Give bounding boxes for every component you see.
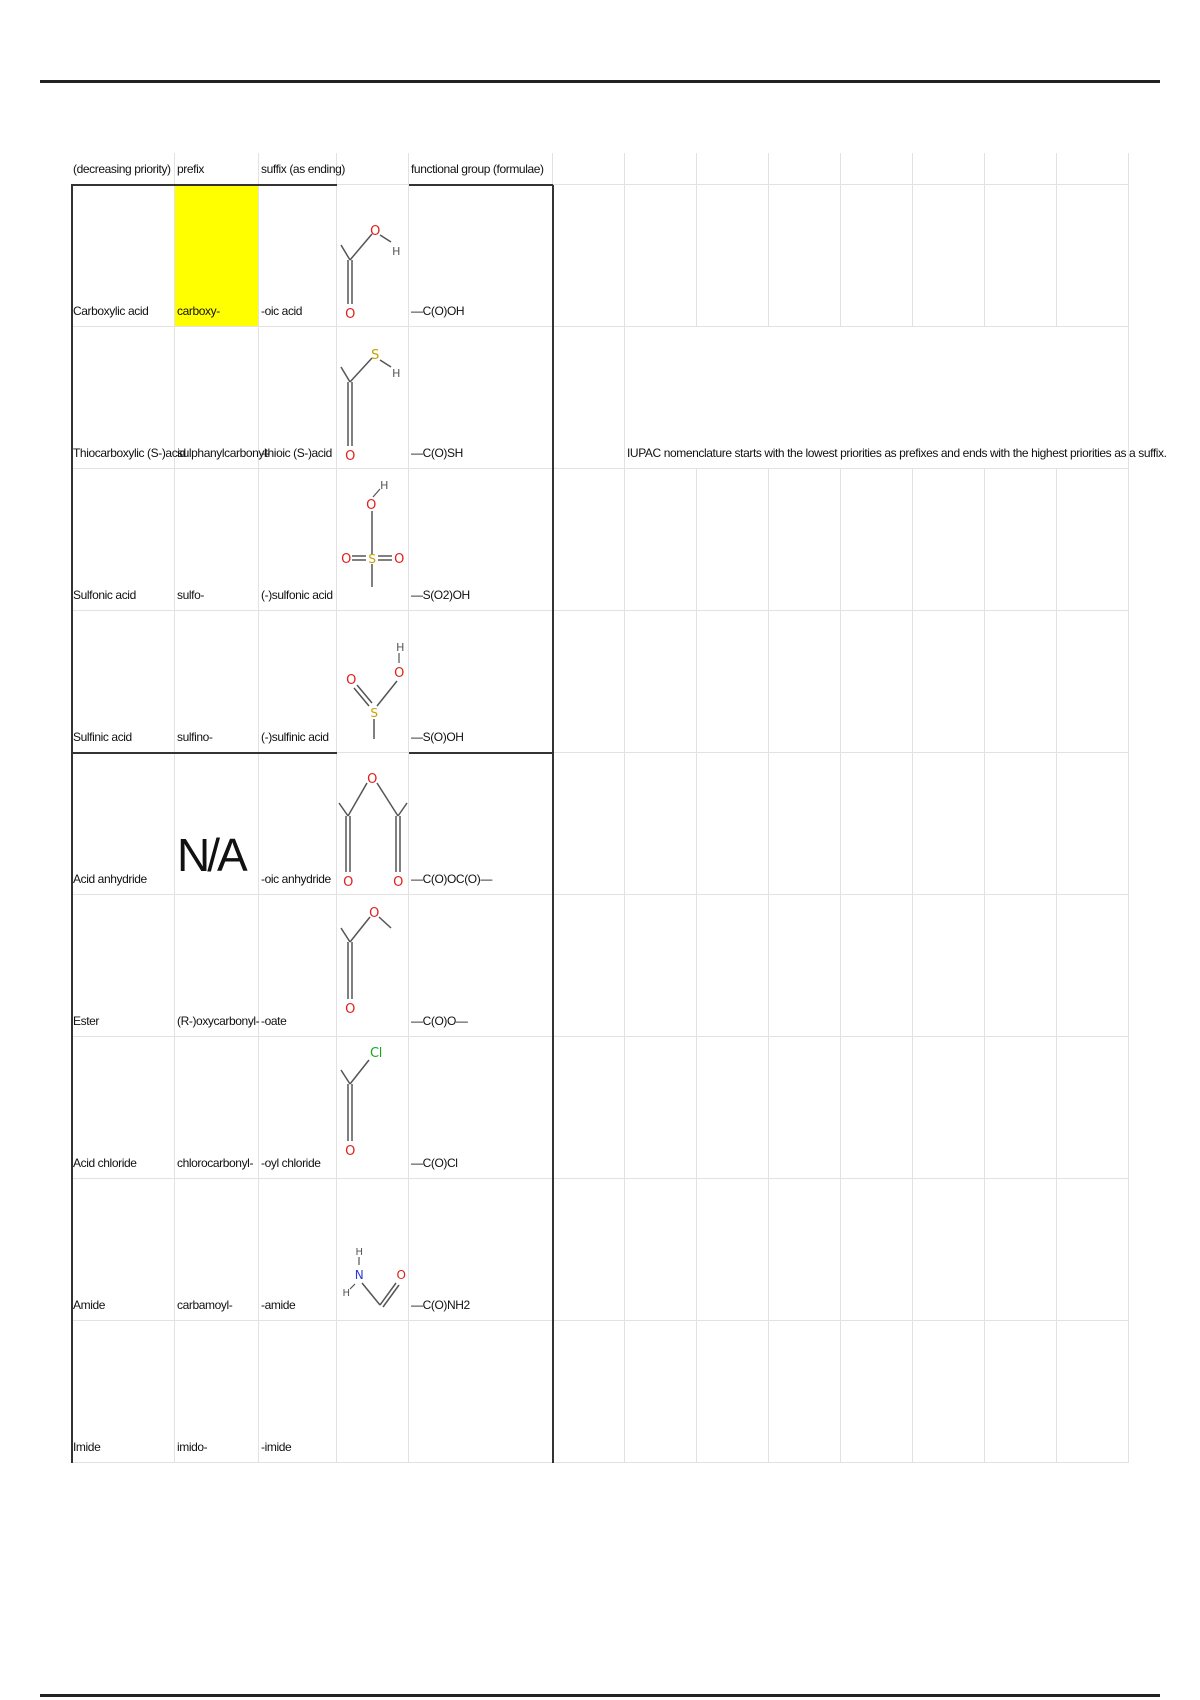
oxygen-atom: O <box>370 224 380 239</box>
empty-cell <box>769 185 841 327</box>
row-name: Acid chloride <box>73 1156 137 1170</box>
empty-cell <box>985 895 1057 1037</box>
empty-cell <box>553 895 625 1037</box>
ester-structure <box>337 895 409 1037</box>
acid-group-bottom-border-left <box>71 752 337 754</box>
sulfonic-acid-structure <box>337 469 409 611</box>
header-empty-cell <box>913 153 985 185</box>
hydrogen-atom: H <box>392 367 400 380</box>
row-suffix: (-)sulfonic acid <box>261 588 333 602</box>
amide-structure <box>337 1179 409 1321</box>
row-suffix: -imide <box>261 1440 292 1454</box>
hydrogen-atom: H <box>380 479 388 492</box>
header-formula-label: functional group (formulae) <box>411 162 544 176</box>
empty-cell <box>841 469 913 611</box>
header-bottom-border-left <box>71 184 337 186</box>
empty-cell <box>841 185 913 327</box>
top-rule <box>40 80 1160 83</box>
row-prefix: (R-)oxycarbonyl- <box>177 1014 260 1028</box>
empty-cell <box>1057 1037 1129 1179</box>
row-name: Amide <box>73 1298 106 1312</box>
acid-group-bottom-border-right <box>409 752 553 754</box>
row-suffix: -oate <box>261 1014 287 1028</box>
empty-cell <box>625 895 697 1037</box>
empty-cell <box>1057 753 1129 895</box>
empty-cell <box>985 611 1057 753</box>
row-formula-cell <box>409 469 553 611</box>
row-formula: —C(O)O— <box>411 1014 468 1028</box>
row-prefix-cell <box>175 753 259 895</box>
row-formula-cell <box>409 327 553 469</box>
chlorine-atom: Cl <box>370 1046 382 1061</box>
row-name-cell <box>71 1321 175 1463</box>
row-prefix: sulfino- <box>177 730 213 744</box>
row-suffix: -oic acid <box>261 304 303 318</box>
sulfur-atom: S <box>371 348 379 363</box>
empty-cell <box>553 327 625 469</box>
empty-cell <box>1057 1179 1129 1321</box>
header-priority <box>71 153 175 185</box>
empty-cell <box>913 185 985 327</box>
row-name: Imide <box>73 1440 101 1454</box>
row-prefix-cell <box>175 327 270 469</box>
row-suffix: -thioic (S-)acid <box>261 446 332 460</box>
carboxylic-acid-structure <box>337 185 409 327</box>
empty-cell <box>553 1179 625 1321</box>
empty-cell <box>769 1179 841 1321</box>
empty-cell <box>1057 895 1129 1037</box>
table-left-border <box>71 185 73 1463</box>
row-suffix-cell <box>259 1321 337 1463</box>
row-prefix: chlorocarbonyl- <box>177 1156 254 1170</box>
empty-cell <box>913 611 985 753</box>
row-formula-cell <box>409 1179 553 1321</box>
empty-cell <box>913 1321 985 1463</box>
acid-anhydride-structure <box>337 753 409 895</box>
empty-cell <box>1057 185 1129 327</box>
empty-cell <box>625 611 697 753</box>
oxygen-atom: O <box>369 906 379 921</box>
empty-cell <box>841 611 913 753</box>
header-prefix <box>175 153 259 185</box>
row-structure-cell <box>337 895 409 1037</box>
row-prefix-cell <box>175 895 259 1037</box>
row-suffix-cell <box>259 1037 337 1179</box>
oxygen-atom: O <box>345 1002 355 1017</box>
empty-cell <box>697 753 769 895</box>
row-structure-cell <box>337 469 409 611</box>
hydrogen-atom: H <box>396 641 404 654</box>
oxygen-atom: O <box>366 498 376 513</box>
hydrogen-atom: H <box>392 245 400 258</box>
row-structure-cell <box>337 1179 409 1321</box>
empty-cell <box>985 469 1057 611</box>
oxygen-atom: O <box>394 552 404 567</box>
sulfinic-acid-structure <box>337 611 409 753</box>
row-suffix-cell <box>259 611 337 753</box>
header-empty-cell <box>1057 153 1129 185</box>
row-formula-cell <box>409 611 553 753</box>
empty-cell <box>841 1321 913 1463</box>
row-suffix: -oic anhydride <box>261 872 331 886</box>
empty-cell <box>625 185 697 327</box>
empty-cell <box>697 1179 769 1321</box>
row-name: Sulfonic acid <box>73 588 136 602</box>
row-formula-cell <box>409 753 553 895</box>
empty-cell <box>841 1037 913 1179</box>
row-formula: —C(O)Cl <box>411 1156 458 1170</box>
row-name-cell <box>71 753 175 895</box>
thiocarboxylic-acid-structure <box>337 327 409 469</box>
row-formula: —C(O)OC(O)— <box>411 872 492 886</box>
row-name-cell <box>71 1179 175 1321</box>
empty-cell <box>841 1179 913 1321</box>
empty-cell <box>913 753 985 895</box>
empty-cell <box>913 895 985 1037</box>
header-structure <box>337 153 409 185</box>
row-prefix-cell <box>175 611 259 753</box>
row-prefix: carboxy- <box>177 304 220 318</box>
row-name: Sulfinic acid <box>73 730 132 744</box>
empty-cell <box>697 1037 769 1179</box>
row-suffix-cell <box>259 895 337 1037</box>
empty-cell <box>841 895 913 1037</box>
empty-cell <box>553 1037 625 1179</box>
row-structure-cell <box>337 1321 409 1463</box>
row-prefix-cell <box>175 1179 259 1321</box>
note-cell <box>625 327 1167 469</box>
row-name-cell <box>71 611 175 753</box>
not-applicable-label: N/A <box>177 829 245 881</box>
row-name: Carboxylic acid <box>73 304 149 318</box>
empty-cell <box>913 1037 985 1179</box>
hydrogen-atom: H <box>355 1247 363 1258</box>
oxygen-atom: O <box>341 552 351 567</box>
hydrogen-atom: H <box>342 1288 350 1299</box>
empty-cell <box>553 185 625 327</box>
row-suffix: -amide <box>261 1298 296 1312</box>
row-formula-cell <box>409 185 553 327</box>
empty-cell <box>553 469 625 611</box>
row-name: Thiocarboxylic (S-)acid <box>73 446 186 460</box>
row-structure-cell <box>337 185 409 327</box>
oxygen-atom: O <box>346 673 356 688</box>
empty-cell <box>625 469 697 611</box>
oxygen-atom: O <box>345 307 355 322</box>
row-suffix-cell <box>259 753 337 895</box>
row-formula-cell <box>409 1037 553 1179</box>
row-name-cell <box>71 895 175 1037</box>
empty-cell <box>769 753 841 895</box>
row-prefix: sulphanylcarbonyl- <box>177 446 270 460</box>
row-name-cell <box>71 185 175 327</box>
oxygen-atom: O <box>343 875 353 890</box>
row-prefix-cell <box>175 469 259 611</box>
header-formula <box>409 153 553 185</box>
empty-cell <box>697 1321 769 1463</box>
row-name: Ester <box>73 1014 100 1028</box>
empty-cell <box>553 1321 625 1463</box>
row-formula: —C(O)NH2 <box>411 1298 470 1312</box>
formula-column-right-border <box>552 185 554 1463</box>
row-structure-cell <box>337 327 409 469</box>
row-suffix-cell <box>259 469 337 611</box>
empty-cell <box>769 1037 841 1179</box>
row-structure-cell <box>337 611 409 753</box>
header-empty-cell <box>985 153 1057 185</box>
row-name-cell <box>71 469 175 611</box>
header-empty-cell <box>553 153 625 185</box>
empty-cell <box>625 753 697 895</box>
row-prefix: imido- <box>177 1440 208 1454</box>
empty-cell <box>1057 611 1129 753</box>
header-prefix-label: prefix <box>177 162 204 176</box>
empty-cell <box>769 611 841 753</box>
row-prefix-cell <box>175 1321 259 1463</box>
acid-chloride-structure <box>337 1037 409 1179</box>
empty-cell <box>697 895 769 1037</box>
row-suffix-cell <box>259 185 337 327</box>
empty-cell <box>625 1037 697 1179</box>
empty-cell <box>985 1321 1057 1463</box>
empty-cell <box>769 469 841 611</box>
empty-cell <box>985 1179 1057 1321</box>
row-structure-cell <box>337 753 409 895</box>
row-suffix: (-)sulfinic acid <box>261 730 329 744</box>
row-structure-cell <box>337 1037 409 1179</box>
empty-cell <box>769 895 841 1037</box>
header-suffix <box>259 153 345 185</box>
header-empty-cell <box>625 153 697 185</box>
nitrogen-atom: N <box>354 1268 364 1282</box>
row-prefix-cell-highlighted <box>175 185 259 327</box>
header-empty-cell <box>697 153 769 185</box>
empty-cell <box>841 753 913 895</box>
bottom-rule <box>40 1694 1160 1697</box>
header-bottom-border-right <box>409 184 553 186</box>
oxygen-atom: O <box>345 449 355 464</box>
empty-cell <box>1057 469 1129 611</box>
empty-cell <box>985 185 1057 327</box>
empty-cell <box>1057 1321 1129 1463</box>
row-name: Acid anhydride <box>73 872 147 886</box>
empty-cell <box>553 753 625 895</box>
oxygen-atom: O <box>394 666 404 681</box>
row-formula: —C(O)SH <box>411 446 463 460</box>
row-suffix: -oyl chloride <box>261 1156 321 1170</box>
empty-cell <box>697 611 769 753</box>
empty-cell <box>913 1179 985 1321</box>
header-priority-label: (decreasing priority) <box>73 162 171 176</box>
row-formula: —C(O)OH <box>411 304 465 318</box>
sulfur-atom: S <box>368 552 376 566</box>
row-formula: —S(O)OH <box>411 730 464 744</box>
header-empty-cell <box>841 153 913 185</box>
sulfur-atom: S <box>370 706 378 720</box>
row-suffix-cell <box>259 1179 337 1321</box>
row-prefix: sulfo- <box>177 588 204 602</box>
empty-cell <box>625 1321 697 1463</box>
row-suffix-cell <box>259 327 337 469</box>
iupac-nomenclature-note: IUPAC nomenclature starts with the lowest priorities as prefixes and ends with the highest priorities as a suffix. <box>627 446 1167 460</box>
row-name-cell <box>71 327 186 469</box>
row-prefix-cell <box>175 1037 259 1179</box>
row-prefix: carbamoyl- <box>177 1298 233 1312</box>
oxygen-atom: O <box>396 1268 406 1282</box>
row-formula-cell <box>409 895 553 1037</box>
empty-cell <box>697 469 769 611</box>
oxygen-atom: O <box>393 875 403 890</box>
row-formula: —S(O2)OH <box>411 588 470 602</box>
header-suffix-label: suffix (as ending) <box>261 162 345 176</box>
empty-cell <box>913 469 985 611</box>
row-name-cell <box>71 1037 175 1179</box>
empty-cell <box>553 611 625 753</box>
row-formula-cell <box>409 1321 553 1463</box>
oxygen-atom: O <box>345 1144 355 1159</box>
empty-cell <box>769 1321 841 1463</box>
empty-cell <box>985 753 1057 895</box>
empty-cell <box>985 1037 1057 1179</box>
empty-cell <box>697 185 769 327</box>
oxygen-atom: O <box>367 772 377 787</box>
empty-cell <box>625 1179 697 1321</box>
header-empty-cell <box>769 153 841 185</box>
